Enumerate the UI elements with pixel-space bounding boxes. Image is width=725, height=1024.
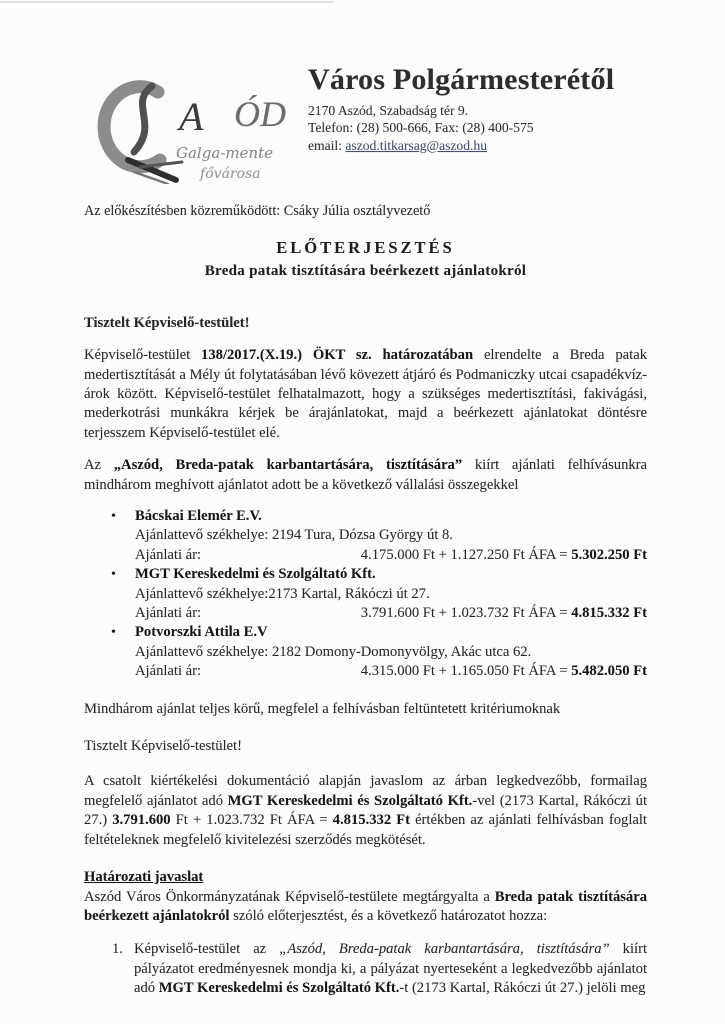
email-line: [308, 137, 614, 155]
logo-swirl-icon: [104, 86, 182, 184]
offer-price-label: Ajánlati ár:: [135, 546, 202, 563]
offer-price-row: [135, 604, 647, 623]
offer-price-row: [135, 546, 647, 565]
offer-address: Ajánlattevő székhelye: 2182 Domony-Domonyvölgy, Akác utca 62.: [135, 643, 532, 660]
offer-name: Potvorszki Attila E.V: [135, 624, 268, 641]
offers-list: [84, 507, 647, 682]
decision-intro: Aszód Város Önkormányzatának Képviselő-testülete megtárgyalta a Breda patak tisztítására beérkezett ajánlatokról szóló előterjesztést, és a következő határozatot hozza:: [84, 888, 647, 924]
paragraph-call-for-offers: Az „Aszód, Breda-patak karbantartására, tisztítására” kiírt ajánlati felhívásunkra mindhárom meghívott ajánlatot adott be a következő vállalási összegekkel: [84, 457, 648, 493]
offer-price-value: 4.315.000 Ft + 1.165.050 Ft ÁFA = 5.482.050 Ft: [360, 663, 647, 680]
decision-item-number: 1.: [112, 941, 123, 958]
scan-artifact-line: [0, 1, 334, 3]
offer-price-row: [135, 662, 647, 681]
office-phone-fax: Telefon: (28) 500-666, Fax: (28) 400-575: [308, 120, 534, 136]
email-label: email:: [308, 137, 346, 153]
bullet-icon: •: [111, 509, 116, 524]
offer-price-label: Ajánlati ár:: [135, 605, 202, 622]
offer-name: MGT Kereskedelmi és Szolgáltató Kft.: [135, 566, 376, 583]
document-title: ELŐTERJESZTÉS: [276, 237, 455, 257]
offer-item: [84, 623, 647, 681]
bullet-icon: •: [111, 625, 116, 641]
decision-item-text: Képviselő-testület az „Aszód, Breda-patak karbantartására, tisztítására” kiírt pályázatot eredményesnek mondja ki, a pályázat nyerteseként a legkedvezőbb ajánlatot adó MGT Kereskedelmi és Szolgáltató Kft.-t (2173 Kartal, Rákóczi út 27.) jelöli meg: [134, 941, 648, 997]
offer-address: Ajánlattevő székhelye:2173 Kartal, Rákóczi út 27.: [135, 585, 430, 602]
offer-item: [84, 565, 647, 623]
offer-address: Ajánlattevő székhelye: 2194 Tura, Dózsa György út 8.: [135, 527, 453, 544]
logo-script-line2: fővárosa: [200, 166, 261, 182]
preparer-line: Az előkészítésben közreműködött: Csáky Júlia osztályvezető: [84, 203, 431, 219]
logo-letter-a: A: [179, 94, 204, 139]
email-link[interactable]: aszod.titkarsag@aszod.hu: [345, 137, 487, 153]
letterhead-contact-block: [308, 64, 614, 155]
logo-script-line1: Galga-mente: [176, 144, 274, 162]
bullet-icon: •: [111, 567, 116, 583]
paragraph-all-offers-valid: Mindhárom ajánlat teljes körű, megfelel a felhívásban feltüntetett kritériumoknak: [84, 700, 561, 717]
logo-letters-od: ÓD: [234, 94, 286, 134]
office-address: 2170 Aszód, Szabadság tér 9.: [308, 102, 469, 118]
salutation-first: Tisztelt Képviselő-testület!: [84, 314, 250, 331]
offer-price-value: 3.791.600 Ft + 1.023.732 Ft ÁFA = 4.815.332 Ft: [360, 605, 647, 622]
decision-proposal-heading: Határozati javaslat: [84, 869, 204, 886]
offer-item: [84, 507, 647, 565]
office-title: Város Polgármesterétől: [308, 63, 615, 96]
decision-item-1: [84, 940, 647, 998]
offer-price-value: 4.175.000 Ft + 1.127.250 Ft ÁFA = 5.302.250 Ft: [360, 546, 647, 563]
document-subtitle: Breda patak tisztítására beérkezett ajánlatokról: [204, 262, 527, 279]
offer-price-label: Ajánlati ár:: [135, 663, 202, 680]
offer-name: Bácskai Elemér E.V.: [135, 508, 262, 524]
paragraph-recommendation: A csatolt kiértékelési dokumentáció alapján javaslom az árban legkedvezőbb, formailag megfelelő ajánlatot adó MGT Kereskedelmi és Szolgáltató Kft.-vel (2173 Kartal, Rákóczi út 27.) 3.791.600 Ft + 1.023.732 Ft ÁFA = 4.815.332 Ft értékben az ajánlati felhívásban foglalt feltételeknek megfelelő kivitelezési szerződés megkötését.: [84, 773, 648, 848]
salutation-second: Tisztelt Képviselő-testület!: [84, 738, 242, 755]
aszod-city-logo: [84, 68, 302, 184]
letterhead: [84, 64, 647, 184]
paragraph-resolution-background: Képviselő-testület 138/2017.(X.19.) ÖKT sz. határozatában elrendelte a Breda patak medertisztítását a Mély út folytatásában lévő kövezett átjáró és Podmaniczky utcai csapadékvíz-árok között. Képviselő-testület felhatalmazott, hogy a szükséges medertisztítási, fakivágási, mederkotrási munkákra kérjek be árajánlatokat, majd a beérkezett ajánlatokat döntésre terjesszem Képviselő-testület elé.: [84, 347, 647, 441]
